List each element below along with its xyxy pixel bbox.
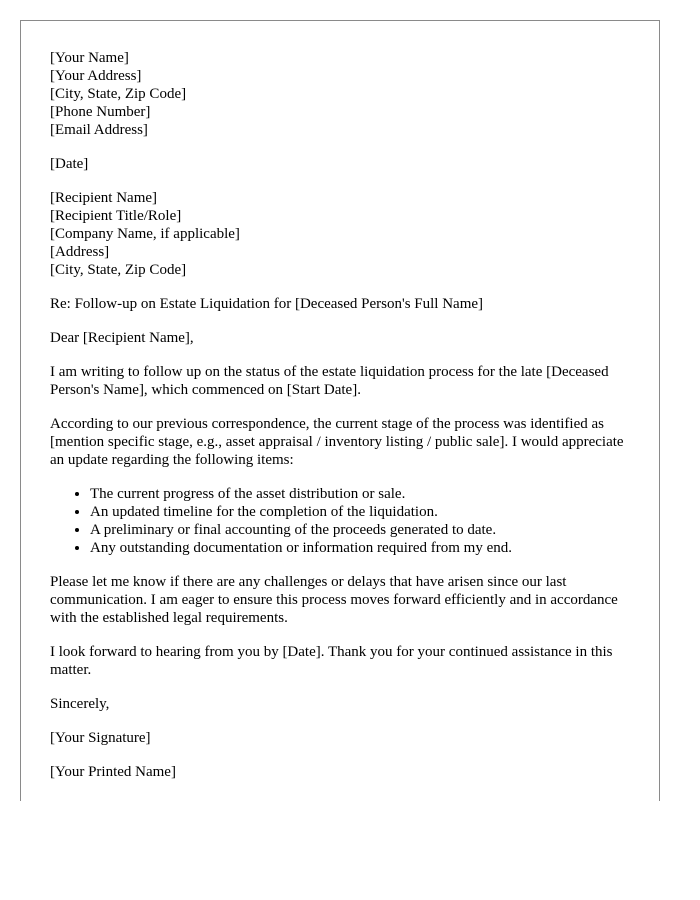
recipient-address: [Address]: [50, 244, 110, 260]
recipient-city-state-zip: [City, State, Zip Code]: [50, 262, 187, 278]
subject-line: Re: Follow-up on Estate Liquidation for [Deceased Person's Full Name]: [50, 296, 484, 312]
recipient-block: [50, 189, 640, 279]
list-item: • Any outstanding documentation or information required from my end.: [90, 539, 640, 557]
sender-name: [Your Name]: [50, 50, 129, 66]
sender-address: [Your Address]: [50, 68, 142, 84]
sender-phone: [Phone Number]: [50, 104, 151, 120]
body-paragraph-4: I look forward to hearing from you by [Date]. Thank you for your continued assistance in this matter.: [50, 644, 613, 678]
body-paragraph-3: Please let me know if there are any challenges or delays that have arisen since our last communication. I am eager to ensure this process moves forward efficiently and in accordance with the established legal requirements.: [50, 574, 618, 626]
letter-content: [50, 49, 640, 797]
sender-block: [50, 49, 640, 139]
body-paragraph-1: I am writing to follow up on the status of the estate liquidation process for the late [Deceased Person's Name], which commenced on [Start Date].: [50, 364, 609, 398]
letter-date: [Date]: [50, 156, 89, 172]
list-item: • A preliminary or final accounting of the proceeds generated to date.: [90, 521, 640, 539]
list-item: • The current progress of the asset distribution or sale.: [90, 485, 640, 503]
salutation: Dear [Recipient Name],: [50, 330, 194, 346]
list-item: • An updated timeline for the completion of the liquidation.: [90, 503, 640, 521]
date-block: [50, 155, 640, 173]
body-paragraph-2: According to our previous correspondence, the current stage of the process was identified as [mention specific stage, e.g., asset appraisal / inventory listing / public sale]. I would appreciate an update regarding the following items:: [50, 416, 624, 468]
recipient-title: [Recipient Title/Role]: [50, 208, 182, 224]
sender-email: [Email Address]: [50, 122, 148, 138]
request-list: [50, 485, 640, 557]
recipient-company: [Company Name, if applicable]: [50, 226, 240, 242]
letter-page: [20, 20, 660, 801]
closing: Sincerely,: [50, 696, 110, 712]
recipient-name: [Recipient Name]: [50, 190, 158, 206]
printed-name: [Your Printed Name]: [50, 764, 176, 780]
signature: [Your Signature]: [50, 730, 151, 746]
sender-city-state-zip: [City, State, Zip Code]: [50, 86, 187, 102]
